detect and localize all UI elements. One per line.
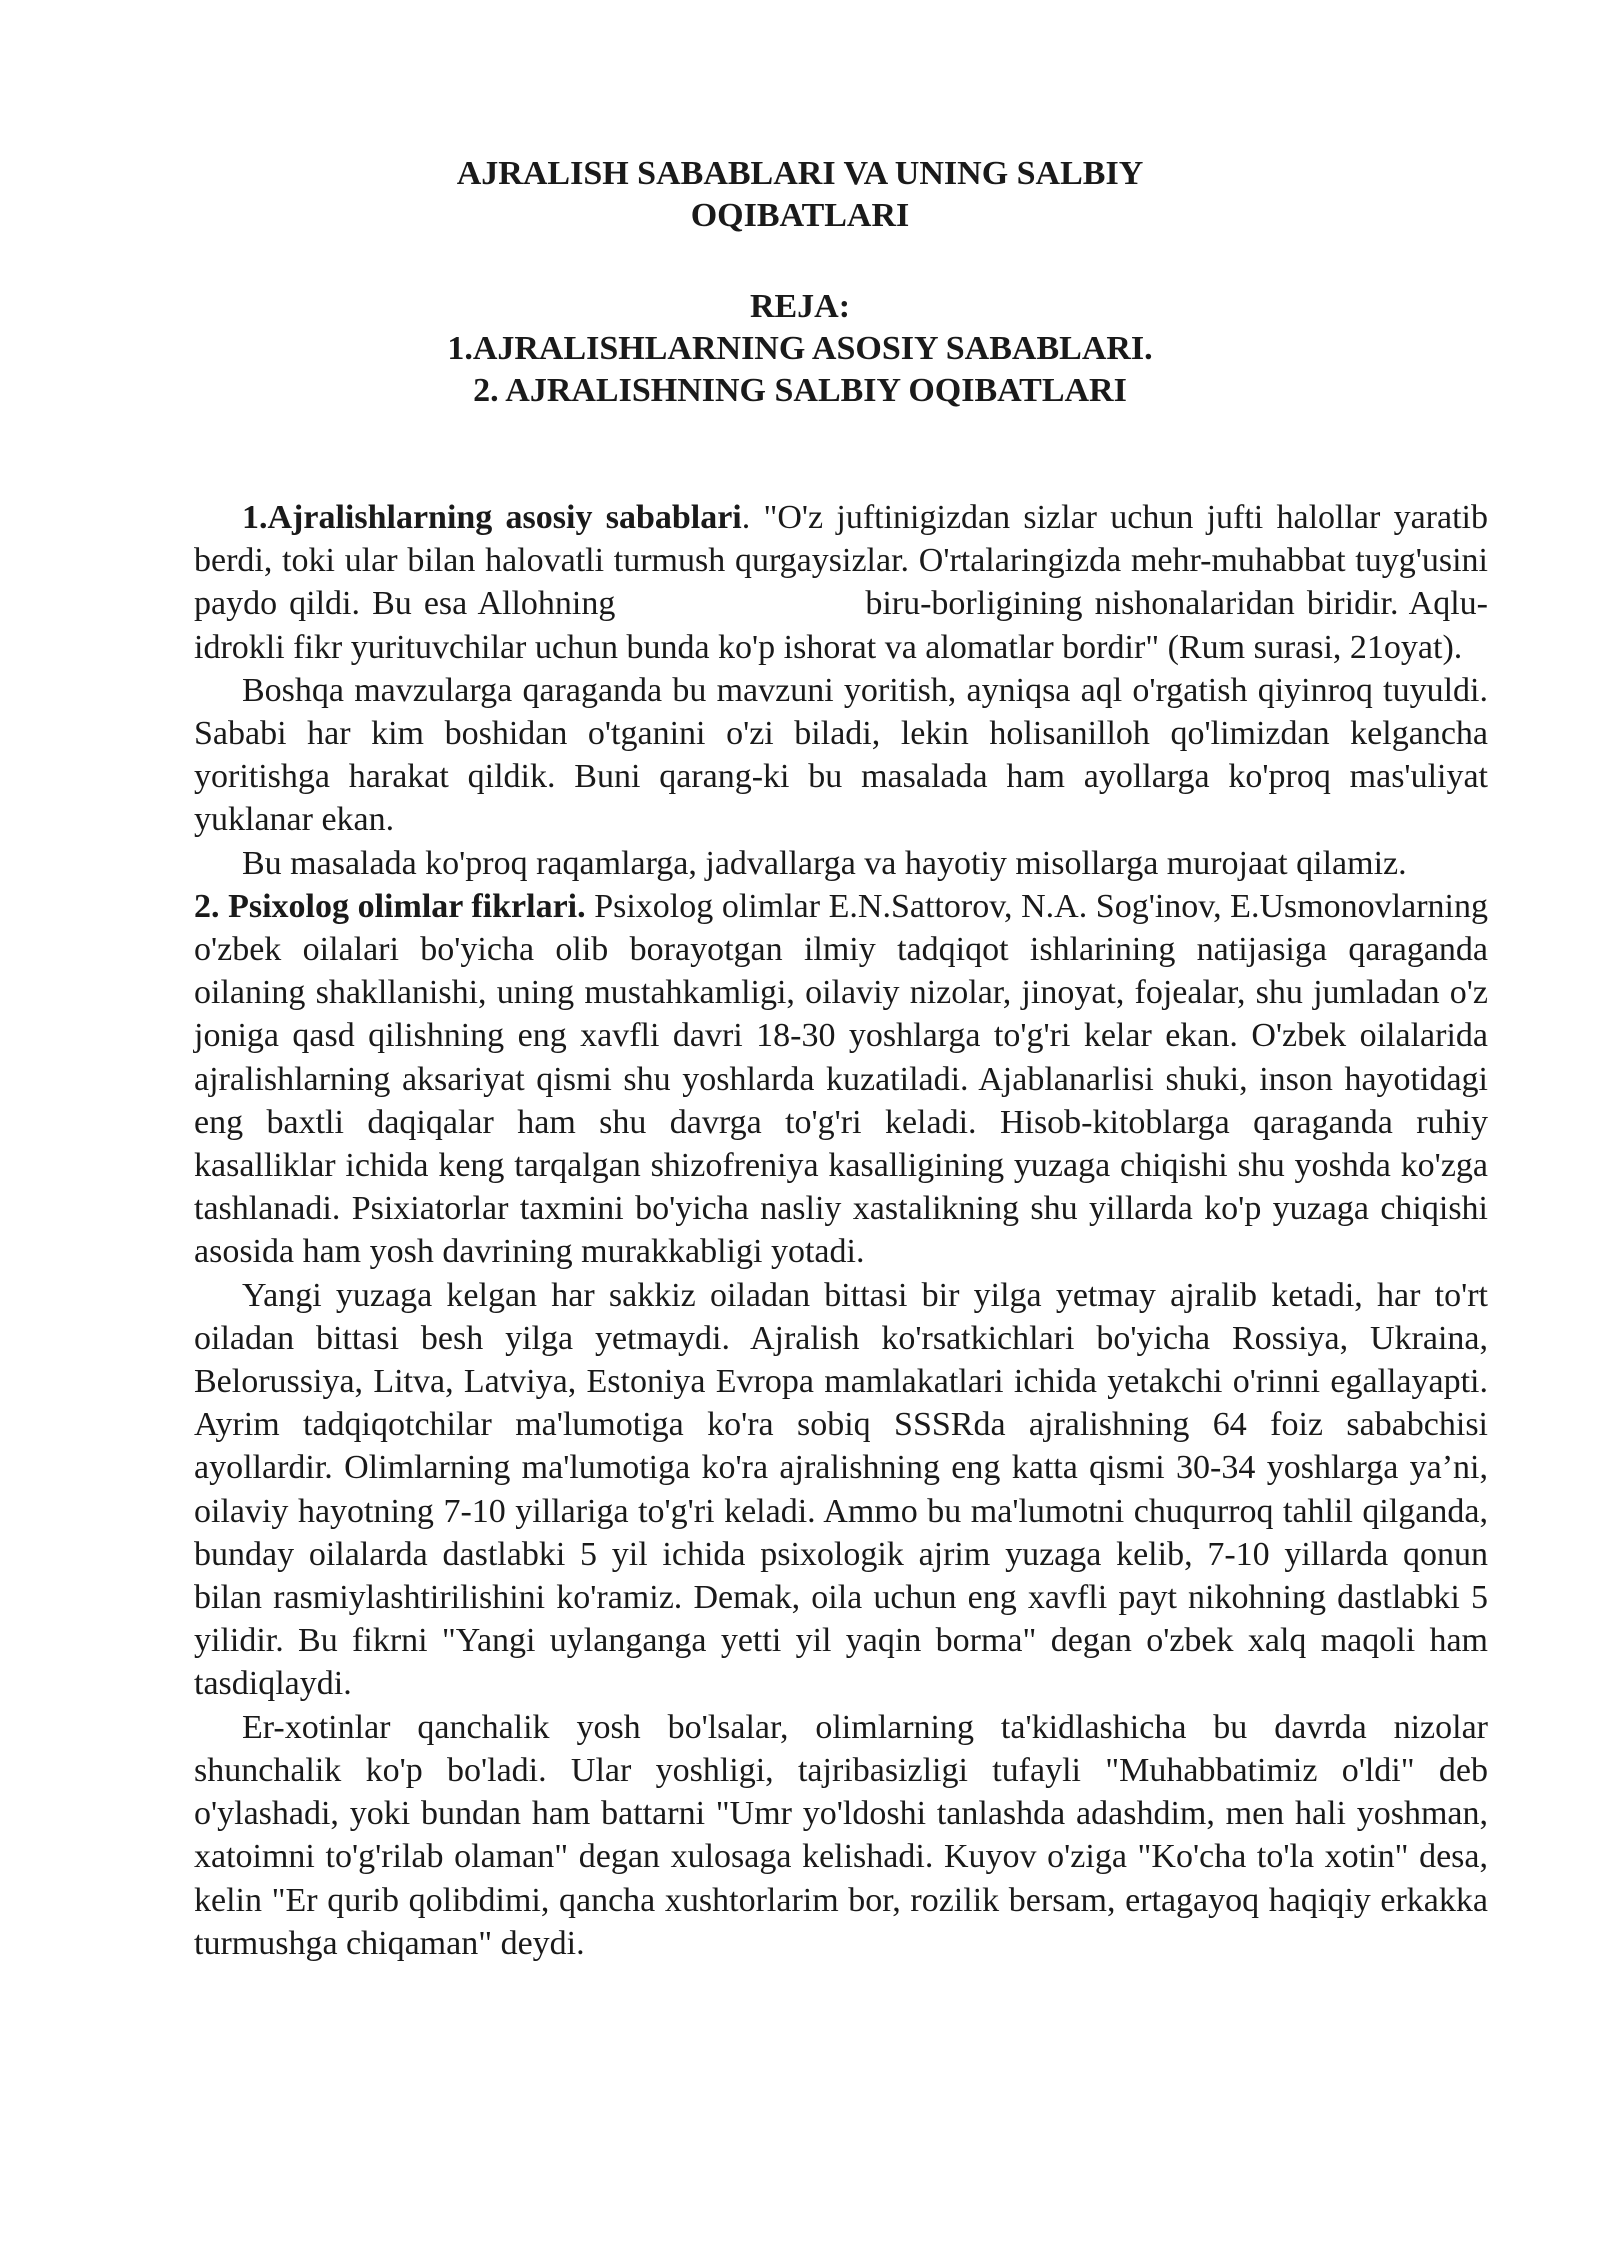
- title-line-1: AJRALISH SABABLARI VA UNING SALBIY: [456, 155, 1144, 192]
- plan-heading: REJA:: [749, 288, 851, 325]
- section-heading-2: 2. Psixolog olimlar fikrlari.: [194, 887, 586, 925]
- section-heading-1: 1.Ajralishlarning asosiy sabablari: [242, 499, 742, 536]
- paragraph-1-text-b: biru-borligining nishonalaridan biridir. Aqlu-idrokli fikr yurituvchilar uchun bunda ko'p ishorat va alomatlar bordir" (Rum surasi, 21oyat).: [194, 585, 1488, 666]
- document-body: [194, 496, 1488, 1965]
- document-title: [0, 153, 1600, 237]
- paragraph-3: Bu masalada ko'proq raqamlarga, jadvallarga va hayotiy misollarga murojaat qilamiz.: [242, 844, 1407, 882]
- paragraph-4-text: Psixolog olimlar E.N.Sattorov, N.A. Sog'inov, E.Usmonovlarning o'zbek oilalari bo'yicha olib borayotgan ilmiy tadqiqot ishlarining natijasiga qaraganda oilaning shakllanishi, uning mustahkamligi, oilaviy nizolar, jinoyat, fojealar, shu jumladan o'z joniga qasd qilishning eng xavfli davri 18-30 yoshlarga to'g'ri kelar ekan. O'zbek oilalarida ajralishlarning aksariyat qismi shu yoshlarda kuzatiladi. Ajablanarlisi shuki, inson hayotidagi eng baxtli daqiqalar ham shu davrga to'g'ri keladi. Hisob-kitoblarga qaraganda ruhiy kasalliklar ichida keng tarqalgan shizofreniya kasalligining yuzaga chiqishi shu yoshda ko'zga tashlanadi. Psixiatorlar taxmini bo'yicha nasliy xastalikning shu yillarda ko'p yuzaga chiqishi asosida ham yosh davrining murakkabligi yotadi.: [194, 887, 1488, 1271]
- paragraph-5: Yangi yuzaga kelgan har sakkiz oiladan bittasi bir yilga yetmay ajralib ketadi, har to'rt oiladan bittasi besh yilga yetmaydi. Ajralish ko'rsatkichlari bo'yicha Rossiya, Ukraina, Belorussiya, Litva, Latviya, Estoniya Evropa mamlakatlari ichida yetakchi o'rinni egallayapti. Ayrim tadqiqotchilar ma'lumotiga ko'ra sobiq SSSRda ajralishning 64 foiz sababchisi ayollardir. Olimlarning ma'lumotiga ko'ra ajralishning eng katta qismi 30-34 yoshlarga ya’ni, oilaviy hayotning 7-10 yillariga to'g'ri keladi. Ammo bu ma'lumotni chuqurroq tahlil qilganda, bunday oilalarda dastlabki 5 yil ichida psixologik ajrim yuzaga kelib, 7-10 yillarda qonun bilan rasmiylashtirilishini ko'ramiz. Demak, oila uchun eng xavfli payt nikohning dastlabki 5 yilidir. Bu fikrni "Yangi uylanganga yetti yil yaqin borma" degan o'zbek xalq maqoli ham tasdiqlaydi.: [194, 1276, 1488, 1703]
- paragraph-1-text-a: . "O'z juftinigizdan sizlar uchun jufti halollar yaratib berdi, toki ular bilan halovatli turmush qurgaysizlar. O'rtalaringizda mehr-muhabbat tuyg'usini paydo qildi. Bu esa Allohning: [194, 499, 1488, 623]
- plan-item-2: 2. AJRALISHNING SALBIY OQIBATLARI: [473, 372, 1127, 409]
- paragraph-2: Boshqa mavzularga qaraganda bu mavzuni yoritish, ayniqsa aql o'rgatish qiyinroq tuyuldi. Sababi har kim boshidan o'tganini o'zi biladi, lekin holisanilloh qo'limizdan kelgancha yoritishga harakat qildik. Buni qarang-ki bu masalada ham ayollarga ko'proq mas'uliyat yuklanar ekan.: [194, 671, 1488, 839]
- plan-item-1: 1.AJRALISHLARNING ASOSIY SABABLARI.: [447, 330, 1153, 367]
- paragraph-1: [194, 496, 1488, 669]
- plan-block: [0, 286, 1600, 412]
- title-line-2: OQIBATLARI: [690, 197, 910, 234]
- paragraph-4: [194, 885, 1488, 1274]
- paragraph-6: Er-xotinlar qanchalik yosh bo'lsalar, olimlarning ta'kidlashicha bu davrda nizolar shunchalik ko'p bo'ladi. Ular yoshligi, tajribasizligi tufayli "Muhabbatimiz o'ldi" deb o'ylashadi, yoki bundan ham battarni "Umr yo'ldoshi tanlashda adashdim, men hali yoshman, xatoimni to'g'rilab olaman" degan xulosaga kelishadi. Kuyov o'ziga "Ko'cha to'la xotin" desa, kelin "Er qurib qolibdimi, qancha xushtorlarim bor, rozilik bersam, ertagayoq haqiqiy erkakka turmushga chiqaman" deydi.: [194, 1708, 1488, 1962]
